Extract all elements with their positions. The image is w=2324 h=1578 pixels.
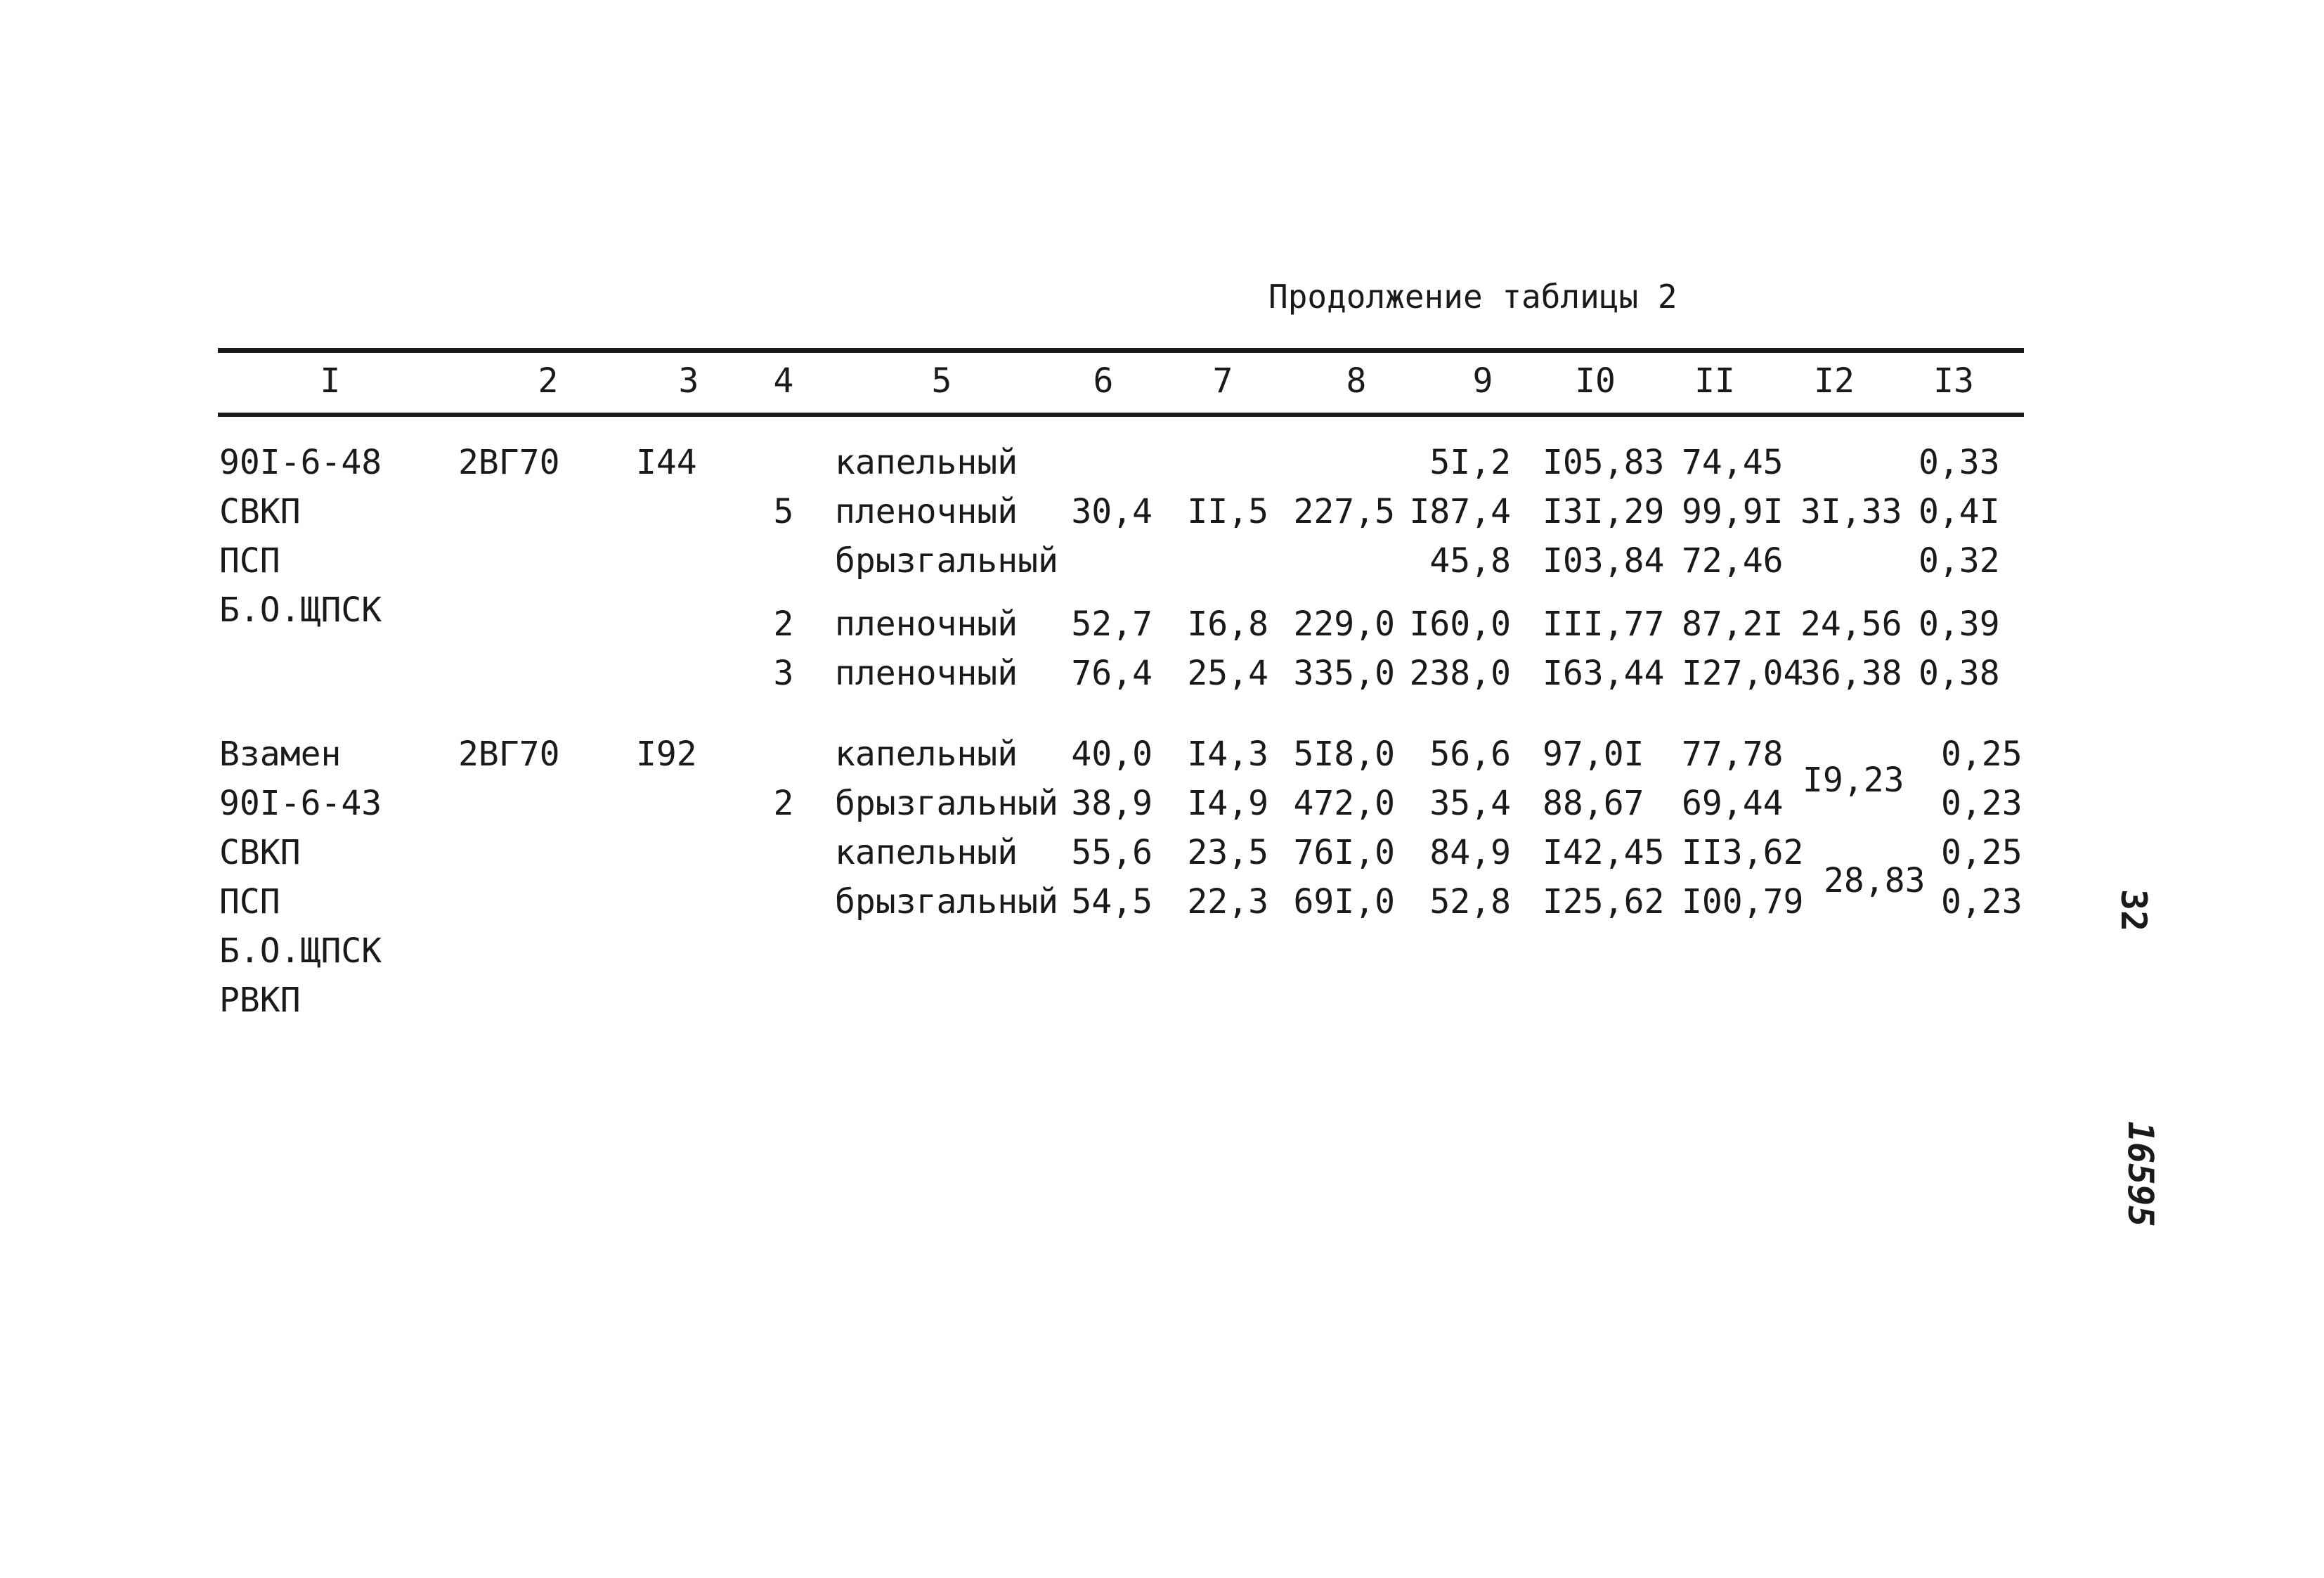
- b1r3-c7: I6,8: [1187, 604, 1268, 644]
- page-number: 32: [2113, 889, 2154, 932]
- b1r1-c11: 99,9I: [1682, 492, 1784, 531]
- b1r2-c7: [1160, 536, 1268, 586]
- block2-label: ПСП: [219, 882, 280, 921]
- block2-label: 90I-6-43: [219, 784, 382, 823]
- b1r0-c5: капельный: [835, 443, 1018, 482]
- b2r2-c5: капельный: [835, 833, 1018, 872]
- block1-col2: 2ВГ70: [458, 443, 560, 482]
- header-bottom-rule: [218, 413, 2024, 417]
- b2-c12-merged-top: I9,23: [1803, 761, 1904, 800]
- column-header-13: I3: [1933, 361, 1974, 401]
- table-caption: Продолжение таблицы 2: [1268, 278, 1677, 316]
- b1r1-c6: 30,4: [1071, 492, 1153, 531]
- column-header-9: 9: [1472, 361, 1493, 401]
- b2r2-c7: 23,5: [1187, 833, 1268, 872]
- column-header-12: I2: [1814, 361, 1855, 401]
- document-number: 16595: [2120, 1121, 2161, 1227]
- b1r1-c7: II,5: [1187, 492, 1268, 531]
- b2r2-c9: 84,9: [1429, 833, 1511, 872]
- column-header-11: II: [1694, 361, 1735, 401]
- b1r3-c13: 0,39: [1919, 604, 2000, 644]
- b1r4-c7: 25,4: [1187, 654, 1268, 693]
- b2r3-c9: 52,8: [1429, 882, 1511, 921]
- b2r0-c7: I4,3: [1187, 735, 1268, 774]
- b2r3-c7: 22,3: [1187, 882, 1268, 921]
- b2r0-c8: 5I8,0: [1293, 735, 1395, 774]
- b1r1-c9: I87,4: [1409, 492, 1511, 531]
- b1r0-c6: [1047, 438, 1153, 487]
- b1r2-c11: 72,46: [1682, 541, 1784, 581]
- b1r4-c6: 76,4: [1071, 654, 1153, 693]
- b1r2-c4: [759, 536, 808, 586]
- b2r0-c5: капельный: [835, 735, 1018, 774]
- column-header-2: 2: [538, 361, 559, 401]
- b1r0-c4: [759, 438, 808, 487]
- b1r1-c4: 5: [773, 492, 794, 531]
- b1r1-c12: 3I,33: [1800, 492, 1902, 531]
- b1r0-c11: 74,45: [1682, 443, 1784, 482]
- b2r2-c13: 0,25: [1941, 833, 2023, 872]
- column-header-8: 8: [1346, 361, 1367, 401]
- b1r3-c5: пленочный: [835, 604, 1018, 644]
- column-header-4: 4: [773, 361, 794, 401]
- b1r4-c11: I27,04: [1682, 654, 1804, 693]
- b2r0-c11: 77,78: [1682, 735, 1784, 774]
- b2r0-c10: 97,0I: [1543, 735, 1644, 774]
- b2r3-c11: I00,79: [1682, 882, 1804, 921]
- b2r1-c6: 38,9: [1071, 784, 1153, 823]
- b1r3-c4: 2: [773, 604, 794, 644]
- b1r0-c8: [1272, 438, 1395, 487]
- b2r3-c8: 69I,0: [1293, 882, 1395, 921]
- b1r3-c11: 87,2I: [1682, 604, 1784, 644]
- b1r3-c8: 229,0: [1293, 604, 1395, 644]
- b2r1-c7: I4,9: [1187, 784, 1268, 823]
- b1r4-c10: I63,44: [1543, 654, 1665, 693]
- b2r3-c5: брызгальный: [835, 882, 1058, 921]
- b1r1-c8: 227,5: [1293, 492, 1395, 531]
- b1r1-c13: 0,4I: [1919, 492, 2000, 531]
- column-header-6: 6: [1093, 361, 1114, 401]
- block2-col2: 2ВГ70: [458, 735, 560, 774]
- b2r2-c10: I42,45: [1543, 833, 1665, 872]
- block1-label: 90I-6-48: [219, 443, 382, 482]
- b1r2-c8: [1272, 536, 1395, 586]
- column-header-10: I0: [1575, 361, 1616, 401]
- column-header-1: I: [320, 361, 341, 401]
- block2-label: Взамен: [219, 735, 342, 774]
- b1r4-c4: 3: [773, 654, 794, 693]
- b2r3-c13: 0,23: [1941, 882, 2023, 921]
- block1-col3: I44: [636, 443, 697, 482]
- b1r1-c5: пленочный: [835, 492, 1018, 531]
- b1r2-c6: [1047, 536, 1153, 586]
- b2r1-c13: 0,23: [1941, 784, 2023, 823]
- block1-label: Б.О.ЩПСК: [219, 590, 382, 630]
- b1r4-c13: 0,38: [1919, 654, 2000, 693]
- b1r0-c12: [1800, 438, 1923, 487]
- b2r0-c6: 40,0: [1071, 735, 1153, 774]
- b1r4-c12: 36,38: [1800, 654, 1902, 693]
- b1r4-c5: пленочный: [835, 654, 1018, 693]
- b2r1-c9: 35,4: [1429, 784, 1511, 823]
- b1r3-c6: 52,7: [1071, 604, 1153, 644]
- b2r1-c10: 88,67: [1543, 784, 1644, 823]
- b1r3-c12: 24,56: [1800, 604, 1902, 644]
- b2r0-c13: 0,25: [1941, 735, 2023, 774]
- b1r3-c9: I60,0: [1409, 604, 1511, 644]
- block2-col4: 2: [773, 784, 794, 823]
- b2r2-c11: II3,62: [1682, 833, 1804, 872]
- b1r2-c10: I03,84: [1543, 541, 1665, 581]
- b1r2-c13: 0,32: [1919, 541, 2000, 581]
- block1-label: СВКП: [219, 492, 301, 531]
- b2r1-c8: 472,0: [1293, 784, 1395, 823]
- b1r3-c10: III,77: [1543, 604, 1665, 644]
- b2-c12-merged-bottom: 28,83: [1824, 861, 1926, 900]
- b2r1-c11: 69,44: [1682, 784, 1784, 823]
- b1r2-c5: брызгальный: [835, 541, 1058, 581]
- block2-label: РВКП: [219, 981, 301, 1020]
- b1r0-c10: I05,83: [1543, 443, 1665, 482]
- b2r1-c5: брызгальный: [835, 784, 1058, 823]
- block1-label: ПСП: [219, 541, 280, 581]
- b1r0-c9: 5I,2: [1429, 443, 1511, 482]
- b1r4-c8: 335,0: [1293, 654, 1395, 693]
- block2-col3: I92: [636, 735, 697, 774]
- b1r0-c13: 0,33: [1919, 443, 2000, 482]
- block2-label: СВКП: [219, 833, 301, 872]
- b1r1-c10: I3I,29: [1543, 492, 1665, 531]
- column-header-3: 3: [678, 361, 699, 401]
- b2r2-c8: 76I,0: [1293, 833, 1395, 872]
- block2-label: Б.О.ЩПСК: [219, 931, 382, 971]
- column-header-7: 7: [1212, 361, 1233, 401]
- b2r2-c6: 55,6: [1071, 833, 1153, 872]
- column-header-5: 5: [931, 361, 952, 401]
- b1r2-c12: [1800, 536, 1923, 586]
- b1r2-c9: 45,8: [1429, 541, 1511, 581]
- b1r4-c9: 238,0: [1409, 654, 1511, 693]
- b1r0-c7: [1160, 438, 1268, 487]
- b2r3-c10: I25,62: [1543, 882, 1665, 921]
- b2r3-c6: 54,5: [1071, 882, 1153, 921]
- b2r0-c9: 56,6: [1429, 735, 1511, 774]
- table-top-rule: [218, 348, 2024, 353]
